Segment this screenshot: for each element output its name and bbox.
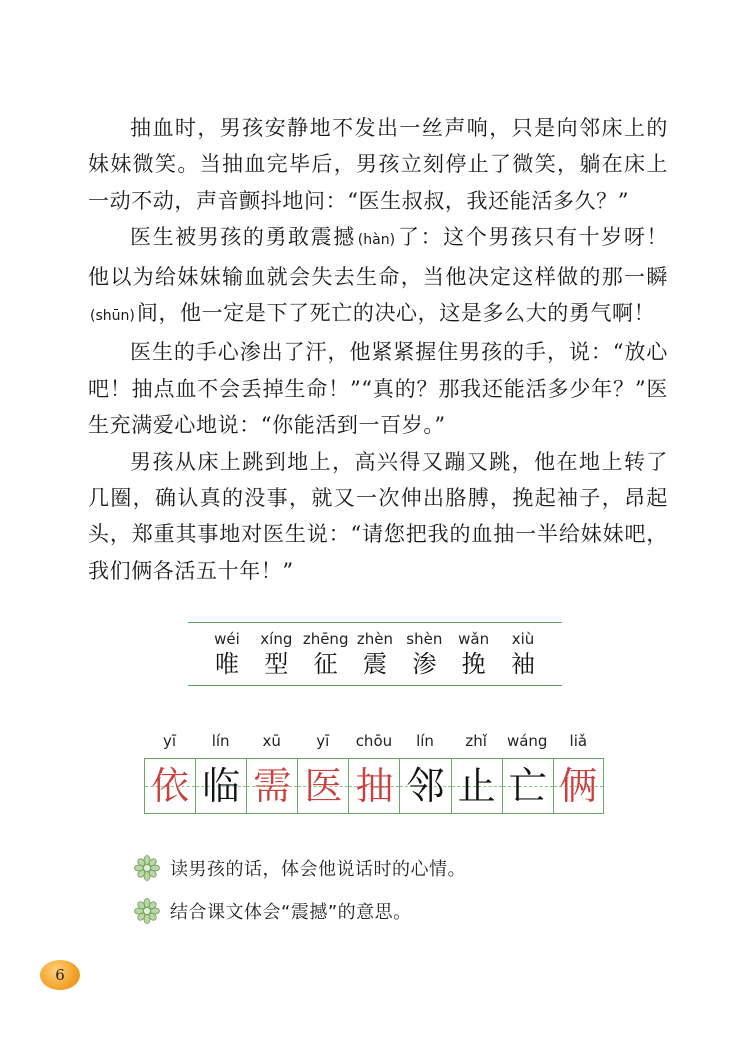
writing-character: 亡 — [508, 764, 547, 808]
grid-cell — [246, 759, 297, 813]
pinyin-han: (hàn) — [357, 232, 396, 249]
writing-character: 临 — [202, 764, 241, 808]
writing-character: 依 — [151, 764, 190, 808]
vocab-pinyin: zhēng — [302, 630, 349, 648]
flower-icon — [134, 898, 160, 924]
vocab-pinyin: shèn — [406, 630, 443, 648]
vocab-item — [204, 629, 250, 679]
vocab-pinyin: wéi — [214, 630, 240, 648]
paragraph-2-part-a: 医生被男孩的勇敢震撼 — [130, 225, 356, 250]
writing-pinyin: wáng — [506, 732, 548, 750]
paragraph-2 — [88, 219, 668, 334]
story-text — [88, 110, 668, 589]
writing-pinyin: liǎ — [569, 732, 588, 750]
writing-grid — [144, 758, 604, 814]
vocab-pinyin: xíng — [260, 630, 293, 648]
grid-cell — [144, 759, 195, 813]
grid-cell — [502, 759, 553, 813]
writing-character: 抽 — [355, 764, 394, 808]
grid-cell — [297, 759, 348, 813]
writing-pinyin: chōu — [355, 732, 393, 750]
paragraph-3: 医生的手心渗出了汗，他紧紧握住男孩的手，说：“放心吧！抽点血不会丢掉生命！”“真的？那我还能活多少年？”医生充满爱心地说：“你能活到一百岁。” — [88, 340, 668, 438]
vocab-item — [352, 629, 398, 679]
vocab-character: 挽 — [461, 650, 486, 678]
task-2 — [134, 898, 412, 924]
grid-cell — [399, 759, 450, 813]
paragraph-4: 男孩从床上跳到地上，高兴得又蹦又跳，他在地上转了几圈，确认真的没事，就又一次伸出胳膊，挽起袖子，昂起头，郑重其事地对医生说：“请您把我的血抽一半给妹妹吧，我们俩各活五十年！” — [88, 449, 668, 583]
page-number-text: 6 — [55, 966, 65, 984]
paragraph-2-part-c: 间，他一定是下了死亡的决心，这是多么大的勇气啊！ — [136, 301, 656, 326]
pinyin-shun: (shūn) — [90, 308, 135, 325]
vocab-pinyin: zhèn — [356, 630, 394, 648]
writing-character: 俩 — [559, 764, 598, 808]
vocab-item — [500, 629, 546, 679]
writing-pinyin: xū — [262, 732, 281, 750]
flower-icon — [134, 855, 160, 881]
grid-cell — [553, 759, 604, 813]
vocab-item — [401, 629, 447, 679]
writing-pinyin-row — [144, 730, 604, 752]
writing-pinyin: lín — [211, 732, 230, 750]
task-2-text: 结合课文体会“震撼”的意思。 — [170, 902, 412, 923]
writing-characters — [144, 730, 604, 814]
writing-character: 医 — [304, 764, 343, 808]
vocab-character: 渗 — [412, 650, 437, 678]
vocab-pinyin: xiù — [511, 630, 535, 648]
writing-character: 止 — [457, 764, 496, 808]
vocab-character: 袖 — [510, 650, 535, 678]
writing-pinyin: lín — [416, 732, 434, 750]
paragraph-2-part-b: 了：这个男孩只有十岁呀！他以为给妹妹输血就会失去生命，当他决定这样做的那一瞬 — [88, 225, 668, 289]
page-number — [40, 960, 80, 990]
writing-character: 邻 — [406, 764, 445, 808]
writing-pinyin: yī — [316, 732, 330, 750]
recognition-characters — [188, 622, 562, 686]
writing-pinyin: zhǐ — [465, 732, 487, 750]
vocab-character: 唯 — [215, 650, 239, 678]
writing-pinyin: yī — [163, 732, 177, 750]
writing-character: 需 — [253, 764, 292, 808]
grid-cell — [195, 759, 246, 813]
vocab-item — [253, 629, 299, 679]
task-1 — [134, 855, 466, 881]
vocab-item — [451, 629, 497, 679]
vocab-pinyin: wǎn — [458, 630, 490, 648]
vocab-character: 征 — [313, 650, 338, 678]
task-1-text: 读男孩的话，体会他说话时的心情。 — [170, 859, 466, 880]
paragraph-1: 抽血时，男孩安静地不发出一丝声响，只是向邻床上的妹妹微笑。当抽血完毕后，男孩立刻停止了微笑，躺在床上一动不动，声音颤抖地问：“医生叔叔，我还能活多久？” — [88, 116, 668, 213]
vocab-item — [303, 629, 349, 679]
vocab-character: 震 — [362, 650, 387, 678]
grid-cell — [451, 759, 502, 813]
vocab-character: 型 — [264, 650, 289, 678]
grid-cell — [348, 759, 399, 813]
